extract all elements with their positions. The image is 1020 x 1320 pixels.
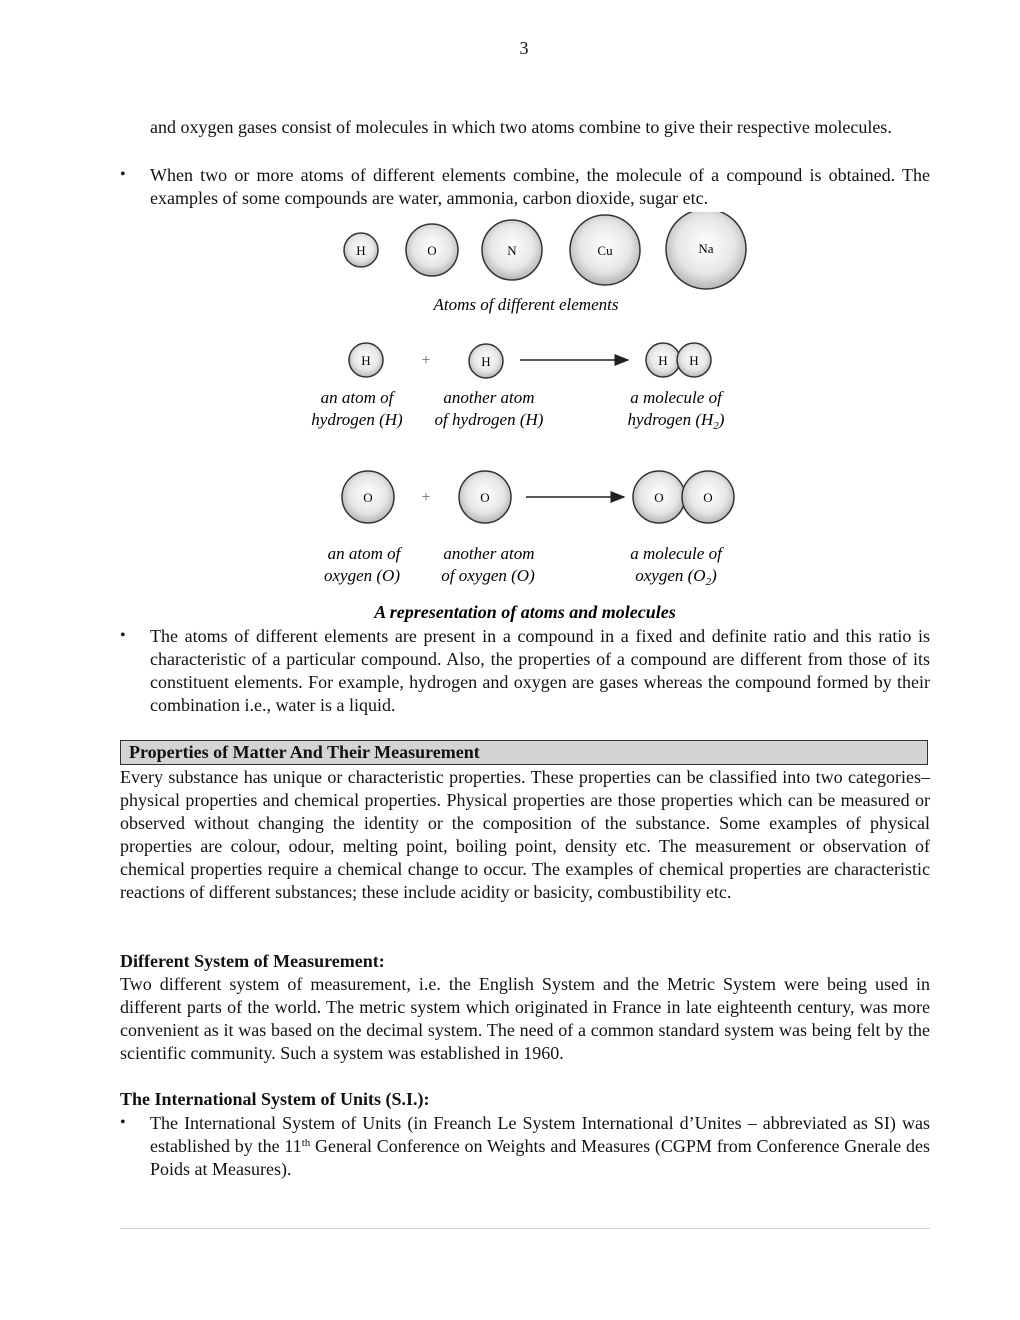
h-right-caption-1: a molecule of [630,388,722,407]
bullet-glyph: • [120,627,126,644]
bullet-glyph: • [120,1114,126,1131]
properties-paragraph: Every substance has unique or characteristic properties. These properties can be classified into two categories–physical properties and chemical properties. Physical properties are those properties which can be measured or observed without changing the identity or the composition of the substance. Some examples of physical properties are colour, odour, melting point, boiling point, density etc. The measurement or observation of chemical properties require a chemical change to occur. The examples of chemical properties are characteristic reactions of different substances; these include acidity or basicity, combustibility etc. [120,767,930,902]
h-right-caption-2: hydrogen $(H_2)$ [627,410,725,432]
si-bullet-part2: General Conference on Weights and Measures (CGPM from Conference Gnerale des Poids at Measures). [150,1136,930,1179]
o-left-caption-1: an atom of [327,544,401,563]
hydrogen-atom-1-label: H [361,353,371,368]
o-middle-caption-1: another atom [443,544,535,563]
si-bullet [150,1112,930,1181]
heading-measurement-systems: Different System of Measurement: [120,951,385,971]
h-middle-caption-2: of hydrogen (H) [434,410,544,429]
figure-caption: A representation of atoms and molecules [374,602,676,622]
plus-sign-1: + [421,352,431,369]
bullet-compound-definition: When two or more atoms of different elements combine, the molecule of a compound is obtained. The examples of some compounds are water, ammonia, carbon dioxide, sugar etc. [150,165,930,208]
footer-divider [120,1228,930,1229]
hydrogen-molecule-label-1: H [658,353,668,368]
o-middle-caption-2: of oxygen (O) [441,566,535,585]
oxygen-molecule-label-1: O [654,490,664,505]
h-left-caption-2: hydrogen (H) [311,410,403,429]
h-middle-caption-1: another atom [443,388,535,407]
bullet-fixed-ratio: The atoms of different elements are present in a compound in a fixed and definite ratio and this ratio is characteristic of a particular compound. Also, the properties of a compound are different from those of its constituent elements. For example, hydrogen and oxygen are gases whereas the compound formed by their combination i.e., water is a liquid. [150,626,930,715]
section-heading-properties: Properties of Matter And Their Measurement [120,740,928,765]
measurement-systems-paragraph: Two different system of measurement, i.e. the English System and the Metric System were being used in different parts of the world. The metric system which originated in France in late eighteenth century, was more convenient as it was based on the decimal system. The need of a common standard system was being felt by the scientific community. Such a system was established in 1960. [120,974,930,1063]
oxygen-atom-2-label: O [480,490,490,505]
oxygen-molecule-label-2: O [703,490,713,505]
atom-n-label: N [507,243,517,258]
atom-o-label: O [427,243,437,258]
hydrogen-molecule-label-2: H [689,353,699,368]
bullet-glyph: • [120,166,126,183]
page-number: 3 [519,38,529,58]
heading-si-units: The International System of Units (S.I.): [120,1089,430,1109]
si-bullet-part1: The International System of Units (in Freanch Le System International d’Unites – abbreviated as SI) was established by the 11 [150,1113,930,1156]
atoms-molecules-figure [290,212,760,628]
o-left-caption-2: oxygen (O) [324,566,400,585]
atom-h-label: H [356,243,366,258]
h-left-caption-1: an atom of [320,388,394,407]
si-bullet-superscript: th [301,1137,311,1149]
hydrogen-atom-2-label: H [481,354,491,369]
atom-na-label: Na [698,241,714,256]
atom-cu-label: Cu [597,243,613,258]
o-right-caption-2: oxygen $(O_2)$ [635,566,717,588]
oxygen-atom-1-label: O [363,490,373,505]
plus-sign-2: + [421,489,431,506]
o-right-caption-1: a molecule of [630,544,722,563]
intro-continuation: and oxygen gases consist of molecules in which two atoms combine to give their respective molecules. [150,117,892,137]
atoms-caption: Atoms of different elements [433,295,619,314]
